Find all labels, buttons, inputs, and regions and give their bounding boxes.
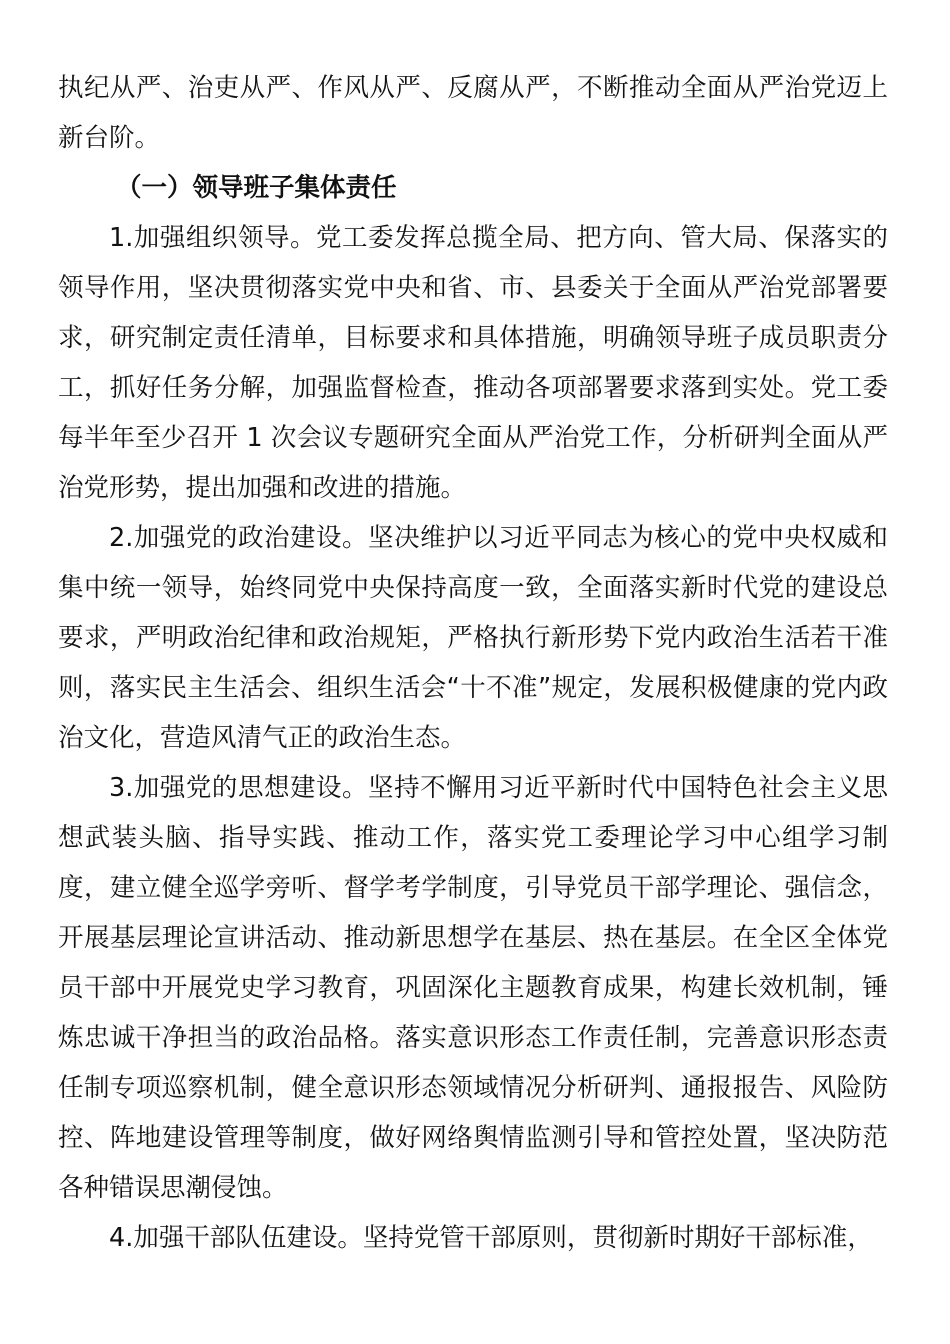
- paragraph-political-construction: 2.加强党的政治建设。坚决维护以习近平同志为核心的党中央权威和集中统一领导，始终同党中央保持高度一致，全面落实新时代党的建设总要求，严明政治纪律和政治规矩，严格执行新形势下党内政治生活若干准则，落实民主生活会、组织生活会“十不准”规定，发展积极健康的党内政治文化，营造风清气正的政治生态。: [58, 523, 888, 753]
- paragraph-ideological-construction: 3.加强党的思想建设。坚持不懈用习近平新时代中国特色社会主义思想武装头脑、指导实践、推动工作，落实党工委理论学习中心组学习制度，建立健全巡学旁听、督学考学制度，引导党员干部学理论、强信念，开展基层理论宣讲活动、推动新思想学在基层、热在基层。在全区全体党员干部中开展党史学习教育，巩固深化主题教育成果，构建长效机制，锤炼忠诚干净担当的政治品格。落实意识形态工作责任制，完善意识形态责任制专项巡察机制，健全意识形态领域情况分析研判、通报报告、风险防控、阵地建设管理等制度，做好网络舆情监测引导和管控处置，坚决防范各种错误思潮侵蚀。: [58, 773, 888, 1203]
- paragraph-cadre-team-construction: 4.加强干部队伍建设。坚持党管干部原则，贯彻新时期好干部标准，: [109, 1223, 873, 1253]
- document-body: [58, 63, 888, 1263]
- continuation-paragraph: 执纪从严、治吏从严、作风从严、反腐从严，不断推动全面从严治党迈上新台阶。: [58, 73, 888, 153]
- section-heading: （一）领导班子集体责任: [116, 173, 397, 203]
- paragraph-organizational-leadership: 1.加强组织领导。党工委发挥总揽全局、把方向、管大局、保落实的领导作用，坚决贯彻落实党中央和省、市、县委关于全面从严治党部署要求，研究制定责任清单，目标要求和具体措施，明确领导班子成员职责分工，抓好任务分解，加强监督检查，推动各项部署要求落到实处。党工委每半年至少召开 1 次会议专题研究全面从严治党工作，分析研判全面从严治党形势，提出加强和改进的措施。: [58, 223, 888, 503]
